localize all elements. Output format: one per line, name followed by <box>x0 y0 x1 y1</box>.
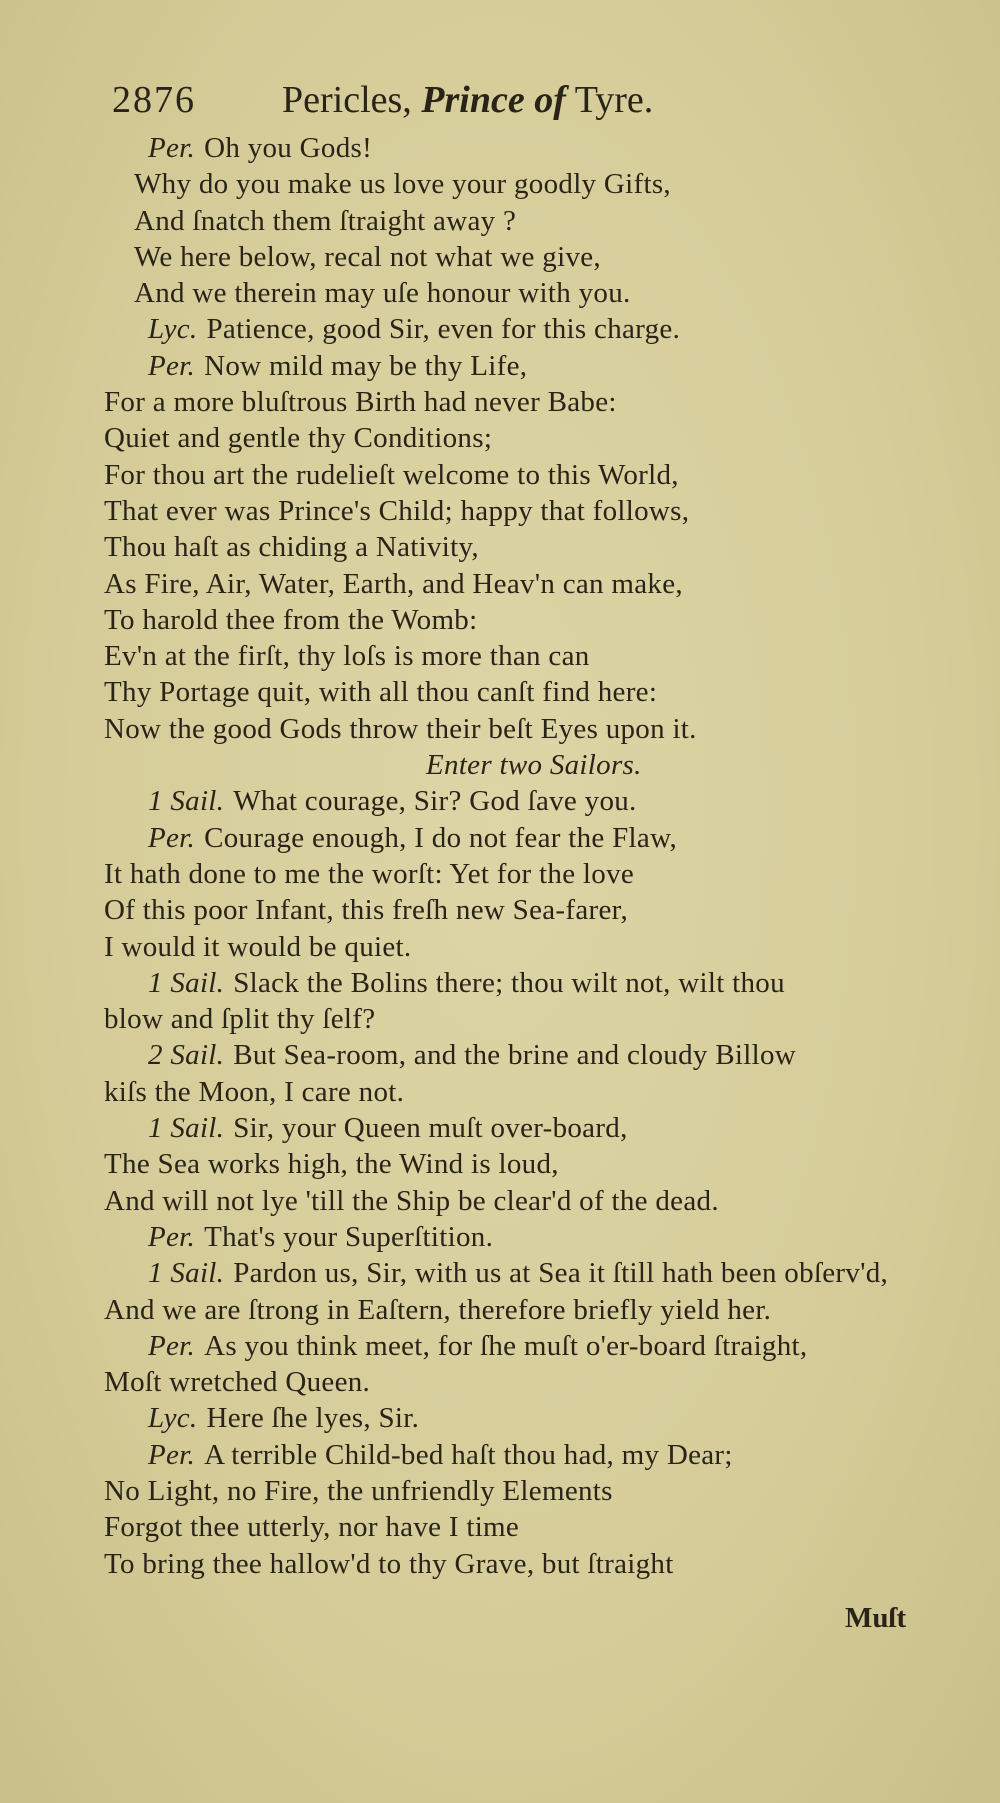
verse-line <box>104 674 934 710</box>
speaker-name: 1 Sail. <box>148 1112 225 1145</box>
line-text: Here ſhe lyes, Sir. <box>206 1402 420 1435</box>
page-number: 2876 <box>112 79 196 121</box>
verse-line <box>104 239 934 275</box>
line-text: Now mild may be thy Life, <box>204 349 528 382</box>
verse-line <box>104 965 934 1001</box>
verse-line <box>104 1219 934 1255</box>
line-text: And ſnatch them ſtraight away ? <box>134 204 517 237</box>
verse-line <box>104 1400 934 1436</box>
speaker-name: Per. <box>148 349 196 382</box>
verse-line <box>104 820 934 856</box>
verse-line <box>104 1292 934 1328</box>
line-text: The Sea works high, the Wind is loud, <box>104 1148 559 1181</box>
line-text: Now the good Gods throw their beſt Eyes upon it. <box>104 712 697 745</box>
verse-line <box>104 529 934 565</box>
stage-direction <box>104 747 934 783</box>
line-text: We here below, recal not what we give, <box>134 240 601 273</box>
speaker-name: 1 Sail. <box>148 1257 225 1290</box>
verse-line <box>104 1074 934 1110</box>
line-text: Patience, good Sir, even for this charge. <box>206 313 681 346</box>
line-text: And we are ſtrong in Eaſtern, therefore briefly yield her. <box>104 1293 772 1326</box>
verse-line <box>104 1328 934 1364</box>
speaker-name: Per. <box>148 821 196 854</box>
verse-line <box>104 493 934 529</box>
speaker-name: 2 Sail. <box>148 1039 225 1072</box>
verse-line <box>104 1473 934 1509</box>
verse-line <box>104 1146 934 1182</box>
title-part: Pericles, <box>282 79 412 121</box>
line-text: To bring thee hallow'd to thy Grave, but ſtraight <box>104 1547 674 1580</box>
verse-line <box>104 638 934 674</box>
running-header <box>112 78 782 128</box>
verse-line <box>104 457 934 493</box>
catchword: Muſt <box>845 1602 907 1634</box>
line-text: Forgot thee utterly, nor have I time <box>104 1511 520 1544</box>
title-part-italic: Prince of <box>421 79 566 121</box>
speaker-name: Per. <box>148 1438 196 1471</box>
speaker-name: Lyc. <box>148 313 198 346</box>
line-text: As Fire, Air, Water, Earth, and Heav'n can make, <box>104 567 683 600</box>
verse-line <box>104 384 934 420</box>
line-text: Pardon us, Sir, with us at Sea it ſtill hath been obſerv'd, <box>233 1257 889 1290</box>
speaker-name: 1 Sail. <box>148 785 225 818</box>
verse-line <box>104 1255 934 1291</box>
verse-line <box>104 783 934 819</box>
verse-line <box>104 203 934 239</box>
verse-line <box>104 929 934 965</box>
title-part: Tyre. <box>574 79 654 121</box>
line-text: Of this poor Infant, this freſh new Sea-farer, <box>104 894 628 927</box>
line-text: Why do you make us love your goodly Gifts, <box>134 168 671 201</box>
verse-line <box>104 1183 934 1219</box>
line-text: Sir, your Queen muſt over-board, <box>233 1112 628 1145</box>
verse-line <box>104 1509 934 1545</box>
verse-line <box>104 311 934 347</box>
line-text: Moſt wretched Queen. <box>104 1366 371 1399</box>
verse-line <box>104 1110 934 1146</box>
verse-line <box>104 1037 934 1073</box>
verse-line <box>104 566 934 602</box>
line-text: That ever was Prince's Child; happy that follows, <box>104 494 690 527</box>
running-title <box>282 78 653 122</box>
speaker-name: Lyc. <box>148 1402 198 1435</box>
line-text: Ev'n at the firſt, thy loſs is more than can <box>104 640 590 673</box>
verse-line <box>104 275 934 311</box>
verse-line <box>104 1437 934 1473</box>
line-text: Thy Portage quit, with all thou canſt find here: <box>104 676 658 709</box>
line-text: To harold thee from the Womb: <box>104 603 478 636</box>
line-text: Slack the Bolins there; thou wilt not, wilt thou <box>233 966 785 999</box>
speaker-name: Per. <box>148 1220 196 1253</box>
line-text: blow and ſplit thy ſelf? <box>104 1003 376 1036</box>
line-text: Courage enough, I do not fear the Flaw, <box>204 821 677 854</box>
line-text: I would it would be quiet. <box>104 930 412 963</box>
verse-line <box>104 892 934 928</box>
line-text: Thou haſt as chiding a Nativity, <box>104 531 479 564</box>
verse-line <box>104 348 934 384</box>
verse-line <box>104 420 934 456</box>
line-text: As you think meet, for ſhe muſt o'er-board ſtraight, <box>204 1329 808 1362</box>
line-text: For thou art the rudelieſt welcome to this World, <box>104 458 679 491</box>
play-text <box>104 130 934 1582</box>
line-text: That's your Superſtition. <box>204 1220 494 1253</box>
line-text: For a more bluſtrous Birth had never Babe: <box>104 386 617 419</box>
line-text: But Sea-room, and the brine and cloudy Billow <box>233 1039 797 1072</box>
verse-line <box>104 856 934 892</box>
line-text: No Light, no Fire, the unfriendly Elements <box>104 1474 613 1507</box>
verse-line <box>104 1546 934 1582</box>
line-text: And we therein may uſe honour with you. <box>134 277 631 310</box>
speaker-name: 1 Sail. <box>148 966 225 999</box>
line-text: Oh you Gods! <box>204 132 373 164</box>
verse-line <box>104 1001 934 1037</box>
verse-line <box>104 711 934 747</box>
speaker-name: Per. <box>148 132 196 164</box>
speaker-name: Per. <box>148 1329 196 1362</box>
line-text: It hath done to me the worſt: Yet for the love <box>104 857 635 890</box>
verse-line <box>104 166 934 202</box>
line-text: Quiet and gentle thy Conditions; <box>104 422 493 455</box>
verse-line <box>104 1364 934 1400</box>
line-text: Enter two Sailors. <box>426 749 642 782</box>
line-text: What courage, Sir? God ſave you. <box>233 785 637 818</box>
line-text: And will not lye 'till the Ship be clear'd of the dead. <box>104 1184 719 1217</box>
line-text: kiſs the Moon, I care not. <box>104 1075 405 1108</box>
line-text: A terrible Child-bed haſt thou had, my Dear; <box>204 1438 733 1471</box>
verse-line <box>104 130 934 166</box>
verse-line <box>104 602 934 638</box>
